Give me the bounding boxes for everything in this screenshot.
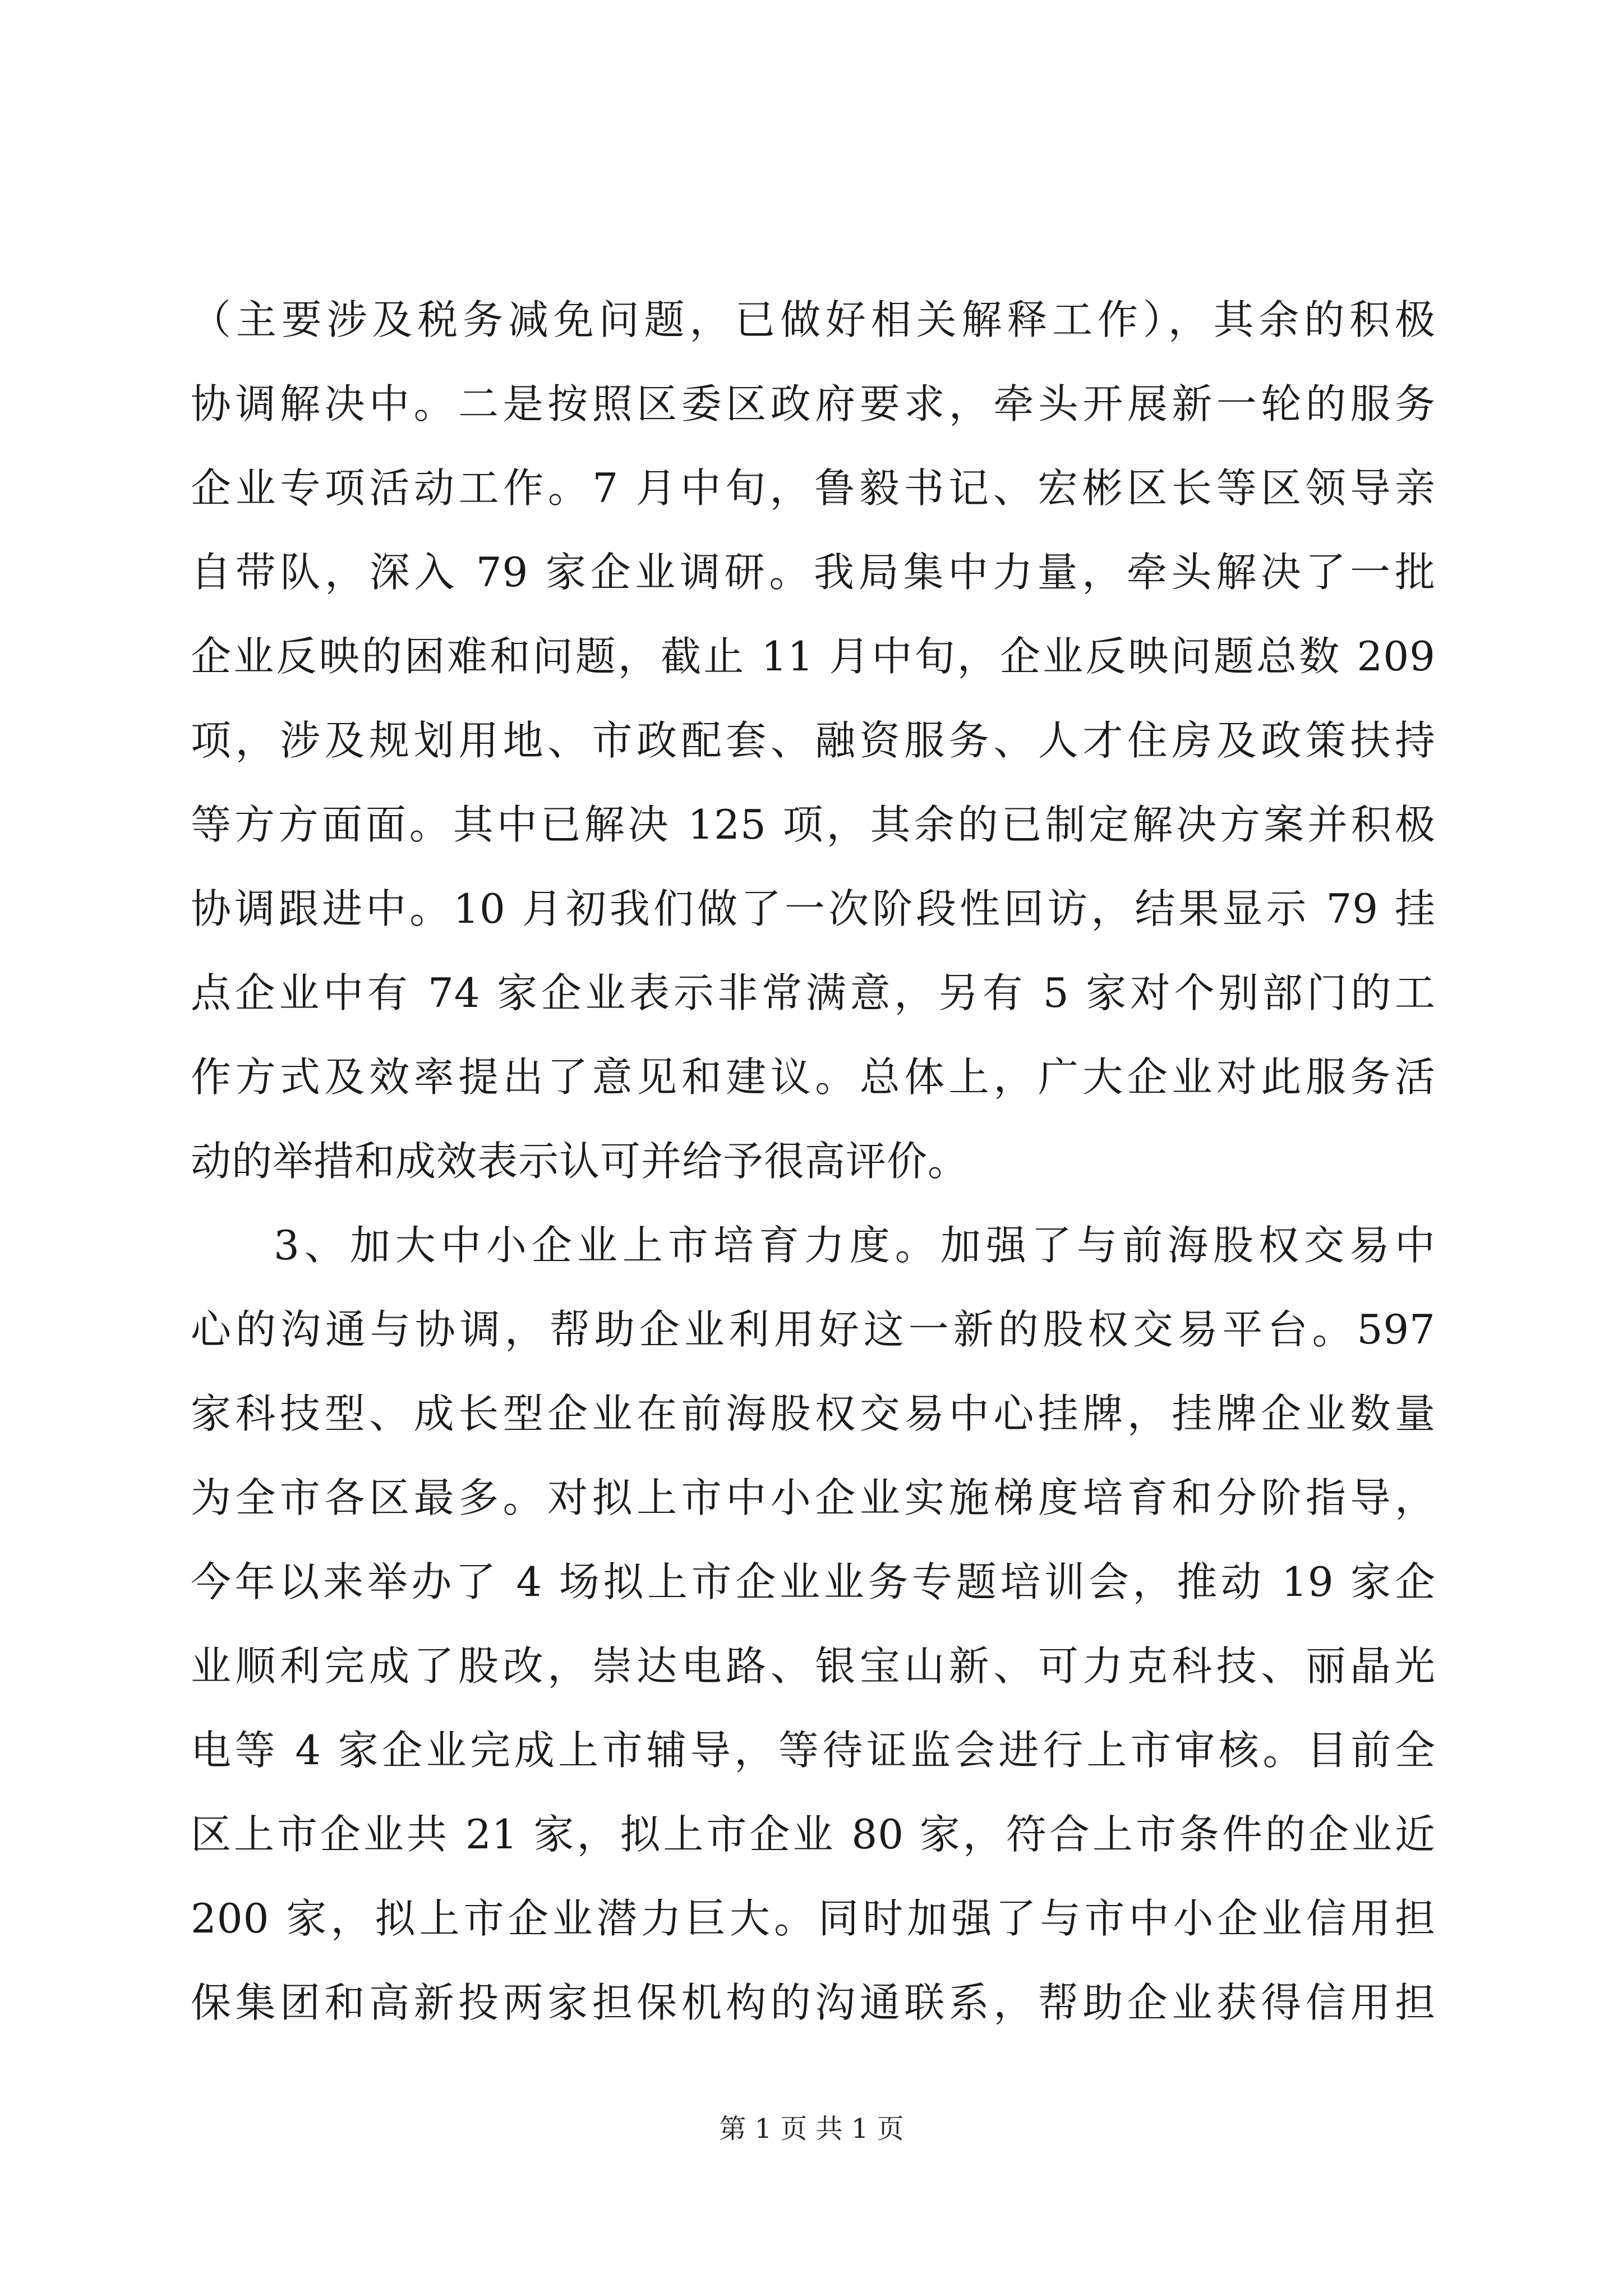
paragraph-line: 企业反映的困难和问题，截止 11 月中旬，企业反映问题总数 209 — [191, 633, 1436, 680]
paragraph-line: 今年以来举办了 4 场拟上市企业业务专题培训会，推动 19 家企 — [191, 1558, 1436, 1605]
paragraph-line: 心的沟通与协调，帮助企业利用好这一新的股权交易平台。597 — [191, 1306, 1436, 1353]
paragraph-line: 区上市企业共 21 家，拟上市企业 80 家，符合上市条件的企业近 — [191, 1811, 1436, 1858]
paragraph-line: 项，涉及规划用地、市政配套、融资服务、人才住房及政策扶持 — [191, 717, 1436, 764]
paragraph-line: 动的举措和成效表示认可并给予很高评价。 — [191, 1138, 969, 1185]
paragraph-line: 等方方面面。其中已解决 125 项，其余的已制定解决方案并积极 — [191, 801, 1436, 848]
paragraph-line: 家科技型、成长型企业在前海股权交易中心挂牌，挂牌企业数量 — [191, 1390, 1436, 1437]
paragraph-line: 点企业中有 74 家企业表示非常满意，另有 5 家对个别部门的工 — [191, 969, 1436, 1016]
paragraph-line: 作方式及效率提出了意见和建议。总体上，广大企业对此服务活 — [191, 1053, 1436, 1101]
paragraph-line: 自带队，深入 79 家企业调研。我局集中力量，牵头解决了一批 — [191, 549, 1436, 596]
paragraph-line: 200 家，拟上市企业潜力巨大。同时加强了与市中小企业信用担 — [191, 1895, 1436, 1942]
paragraph-line: 协调跟进中。10 月初我们做了一次阶段性回访，结果显示 79 挂 — [191, 885, 1436, 932]
paragraph-line: 电等 4 家企业完成上市辅导，等待证监会进行上市审核。目前全 — [191, 1727, 1436, 1774]
page-footer: 第 1 页 共 1 页 — [719, 2113, 904, 2145]
paragraph-line: 保集团和高新投两家担保机构的沟通联系，帮助企业获得信用担 — [191, 1979, 1436, 2026]
paragraph-line: 企业专项活动工作。7 月中旬，鲁毅书记、宏彬区长等区领导亲 — [191, 464, 1436, 512]
paragraph-line: （主要涉及税务减免问题，已做好相关解释工作），其余的积极 — [191, 296, 1436, 343]
paragraph-line: 协调解决中。二是按照区委区政府要求，牵头开展新一轮的服务 — [191, 380, 1436, 427]
paragraph-line: 业顺利完成了股改，崇达电路、银宝山新、可力克科技、丽晶光 — [191, 1642, 1436, 1690]
paragraph-line: 3、加大中小企业上市培育力度。加强了与前海股权交易中 — [274, 1222, 1436, 1269]
paragraph-line: 为全市各区最多。对拟上市中小企业实施梯度培育和分阶指导， — [191, 1474, 1436, 1521]
